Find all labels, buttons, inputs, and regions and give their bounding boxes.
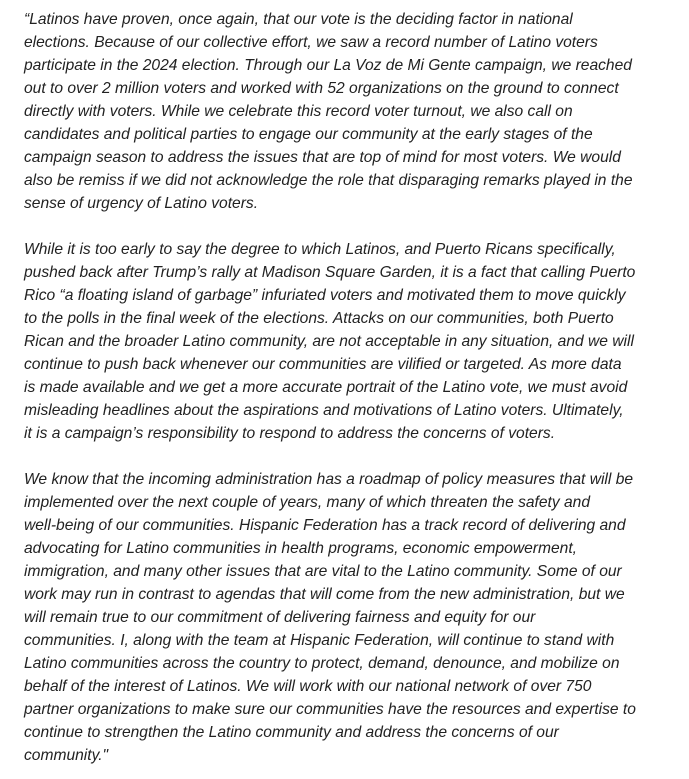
- text-line: We know that the incoming administration has a roadmap of policy measures that will be: [24, 471, 634, 488]
- text-line: misleading headlines about the aspirations and motivations of Latino voters. Ultimately,: [24, 402, 624, 419]
- statement-paragraph-1: [24, 8, 675, 215]
- text-line: is made available and we get a more accurate portrait of the Latino vote, we must avoid: [24, 379, 628, 396]
- text-line: continue to strengthen the Latino community and address the concerns of our: [24, 724, 559, 741]
- statement-paragraph-3: [24, 468, 675, 767]
- text-line: elections. Because of our collective effort, we saw a record number of Latino voters: [24, 34, 598, 51]
- text-line: Rican and the broader Latino community, are not acceptable in any situation, and we will: [24, 333, 634, 350]
- text-line: Rico “a floating island of garbage” infuriated voters and motivated them to move quickly: [24, 287, 626, 304]
- text-line: implemented over the next couple of years, many of which threaten the safety and: [24, 494, 591, 511]
- text-line: While it is too early to say the degree to which Latinos, and Puerto Ricans specifically,: [24, 241, 616, 258]
- text-line: communities. I, along with the team at Hispanic Federation, will continue to stand with: [24, 632, 615, 649]
- text-line: out to over 2 million voters and worked with 52 organizations on the ground to connect: [24, 80, 619, 97]
- text-line: “Latinos have proven, once again, that our vote is the deciding factor in national: [24, 11, 573, 28]
- statement-paragraph-2: [24, 238, 675, 445]
- text-line: work may run in contrast to agendas that will come from the new administration, but we: [24, 586, 625, 603]
- text-line: also be remiss if we did not acknowledge the role that disparaging remarks played in the: [24, 172, 633, 189]
- text-line: sense of urgency of Latino voters.: [24, 195, 259, 212]
- text-line: Latino communities across the country to protect, demand, denounce, and mobilize on: [24, 655, 620, 672]
- text-line: community.": [24, 747, 109, 764]
- text-line: well-being of our communities. Hispanic Federation has a track record of delivering and: [24, 517, 626, 534]
- text-line: will remain true to our commitment of delivering fairness and equity for our: [24, 609, 536, 626]
- text-line: advocating for Latino communities in health programs, economic empowerment,: [24, 540, 577, 557]
- text-line: continue to push back whenever our communities are vilified or targeted. As more data: [24, 356, 622, 373]
- text-line: it is a campaign’s responsibility to respond to address the concerns of voters.: [24, 425, 556, 442]
- text-line: immigration, and many other issues that are vital to the Latino community. Some of our: [24, 563, 622, 580]
- text-line: to the polls in the final week of the elections. Attacks on our communities, both Puerto: [24, 310, 614, 327]
- text-line: behalf of the interest of Latinos. We will work with our national network of over 750: [24, 678, 592, 695]
- text-line: partner organizations to make sure our communities have the resources and expertise to: [24, 701, 636, 718]
- text-line: candidates and political parties to engage our community at the early stages of the: [24, 126, 593, 143]
- text-line: directly with voters. While we celebrate this record voter turnout, we also call on: [24, 103, 573, 120]
- text-line: participate in the 2024 election. Through our La Voz de Mi Gente campaign, we reached: [24, 57, 632, 74]
- text-line: campaign season to address the issues that are top of mind for most voters. We would: [24, 149, 621, 166]
- text-line: pushed back after Trump’s rally at Madison Square Garden, it is a fact that calling Puerto: [24, 264, 636, 281]
